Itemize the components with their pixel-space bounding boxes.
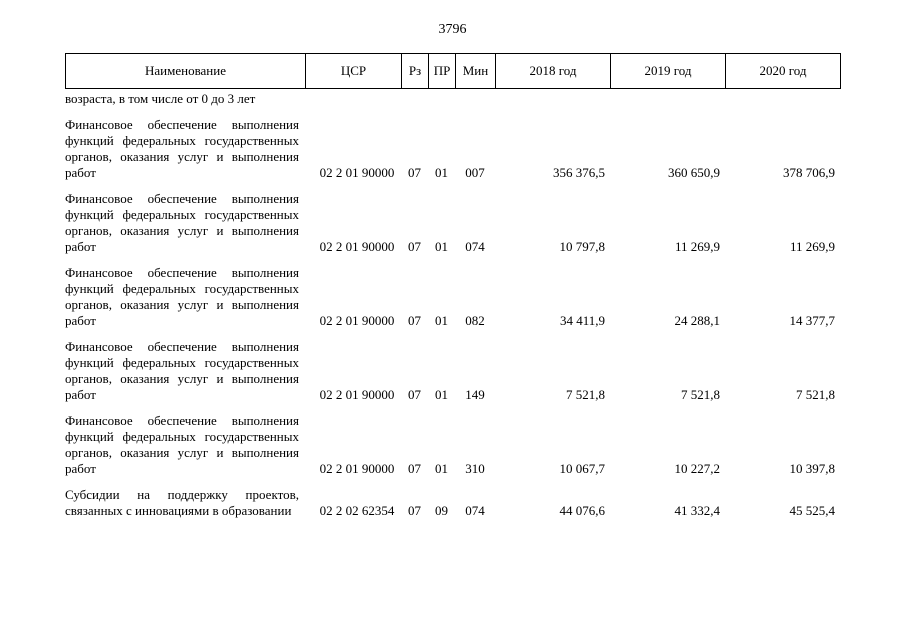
- row-2018: 34 411,9: [559, 313, 605, 328]
- row-rz: 07: [408, 503, 421, 518]
- row-2019: 11 269,9: [674, 239, 720, 254]
- row-min: 082: [465, 313, 485, 328]
- row-2019: 24 288,1: [674, 313, 720, 328]
- row-name-cell: [65, 191, 305, 255]
- header-pr: ПР: [429, 54, 456, 89]
- row-2020: 45 525,4: [789, 503, 835, 518]
- header-csr: ЦСР: [306, 54, 402, 89]
- header-2019: 2019 год: [611, 54, 726, 89]
- row-name: Финансовое обеспечение выполнения функций федеральных государственных органов, оказания услуг и выполнения работ: [65, 117, 299, 180]
- row-csr: 02 2 01 90000: [319, 313, 395, 328]
- row-2018: 7 521,8: [566, 387, 605, 402]
- row-csr: 02 2 01 90000: [319, 387, 395, 402]
- row-name-cell: [65, 117, 305, 181]
- header-rz: Рз: [402, 54, 429, 89]
- table-row: [65, 339, 840, 403]
- row-2019: 10 227,2: [674, 461, 720, 476]
- row-name-cell: [65, 413, 305, 477]
- header-name: Наименование: [66, 54, 306, 89]
- table-body: [65, 91, 840, 519]
- continuation-text: возраста, в том числе от 0 до 3 лет: [65, 91, 256, 106]
- row-2018: 44 076,6: [559, 503, 605, 518]
- row-rz: 07: [408, 313, 421, 328]
- row-csr: 02 2 01 90000: [319, 165, 395, 180]
- table-row: [65, 413, 840, 477]
- row-pr: 01: [435, 239, 448, 254]
- row-2019: 360 650,9: [668, 165, 720, 180]
- row-min: 074: [465, 503, 485, 518]
- row-pr: 01: [435, 387, 448, 402]
- table-row: [65, 117, 840, 181]
- continuation-row: [65, 91, 840, 107]
- table-row: [65, 191, 840, 255]
- table-header: [65, 53, 841, 89]
- row-2018: 10 797,8: [559, 239, 605, 254]
- row-2018: 356 376,5: [553, 165, 605, 180]
- row-2020: 11 269,9: [789, 239, 835, 254]
- row-name-cell: [65, 265, 305, 329]
- row-csr: 02 2 01 90000: [319, 239, 395, 254]
- row-pr: 01: [435, 165, 448, 180]
- row-min: 310: [465, 461, 485, 476]
- row-csr: 02 2 01 90000: [319, 461, 395, 476]
- table-row: [65, 487, 840, 519]
- page-number: 3796: [438, 22, 467, 37]
- row-pr: 09: [435, 503, 448, 518]
- row-2020: 10 397,8: [789, 461, 835, 476]
- row-pr: 01: [435, 313, 448, 328]
- row-2020: 7 521,8: [796, 387, 835, 402]
- row-rz: 07: [408, 387, 421, 402]
- header-2020: 2020 год: [726, 54, 841, 89]
- row-name: Субсидии на поддержку проектов, связанных с инновациями в образовании: [65, 487, 299, 518]
- row-2020: 378 706,9: [783, 165, 835, 180]
- row-name: Финансовое обеспечение выполнения функций федеральных государственных органов, оказания услуг и выполнения работ: [65, 191, 299, 254]
- row-rz: 07: [408, 239, 421, 254]
- row-name: Финансовое обеспечение выполнения функций федеральных государственных органов, оказания услуг и выполнения работ: [65, 265, 299, 328]
- row-2019: 7 521,8: [681, 387, 720, 402]
- table-row: [65, 265, 840, 329]
- row-csr: 02 2 02 62354: [319, 503, 395, 518]
- row-min: 074: [465, 239, 485, 254]
- row-2020: 14 377,7: [789, 313, 835, 328]
- row-name-cell: [65, 339, 305, 403]
- row-rz: 07: [408, 165, 421, 180]
- header-min: Мин: [456, 54, 496, 89]
- row-name-cell: [65, 487, 305, 519]
- row-rz: 07: [408, 461, 421, 476]
- row-pr: 01: [435, 461, 448, 476]
- header-2018: 2018 год: [496, 54, 611, 89]
- row-min: 007: [465, 165, 485, 180]
- row-min: 149: [465, 387, 485, 402]
- row-name: Финансовое обеспечение выполнения функций федеральных государственных органов, оказания услуг и выполнения работ: [65, 339, 299, 402]
- row-2018: 10 067,7: [559, 461, 605, 476]
- row-name: Финансовое обеспечение выполнения функций федеральных государственных органов, оказания услуг и выполнения работ: [65, 413, 299, 476]
- row-2019: 41 332,4: [674, 503, 720, 518]
